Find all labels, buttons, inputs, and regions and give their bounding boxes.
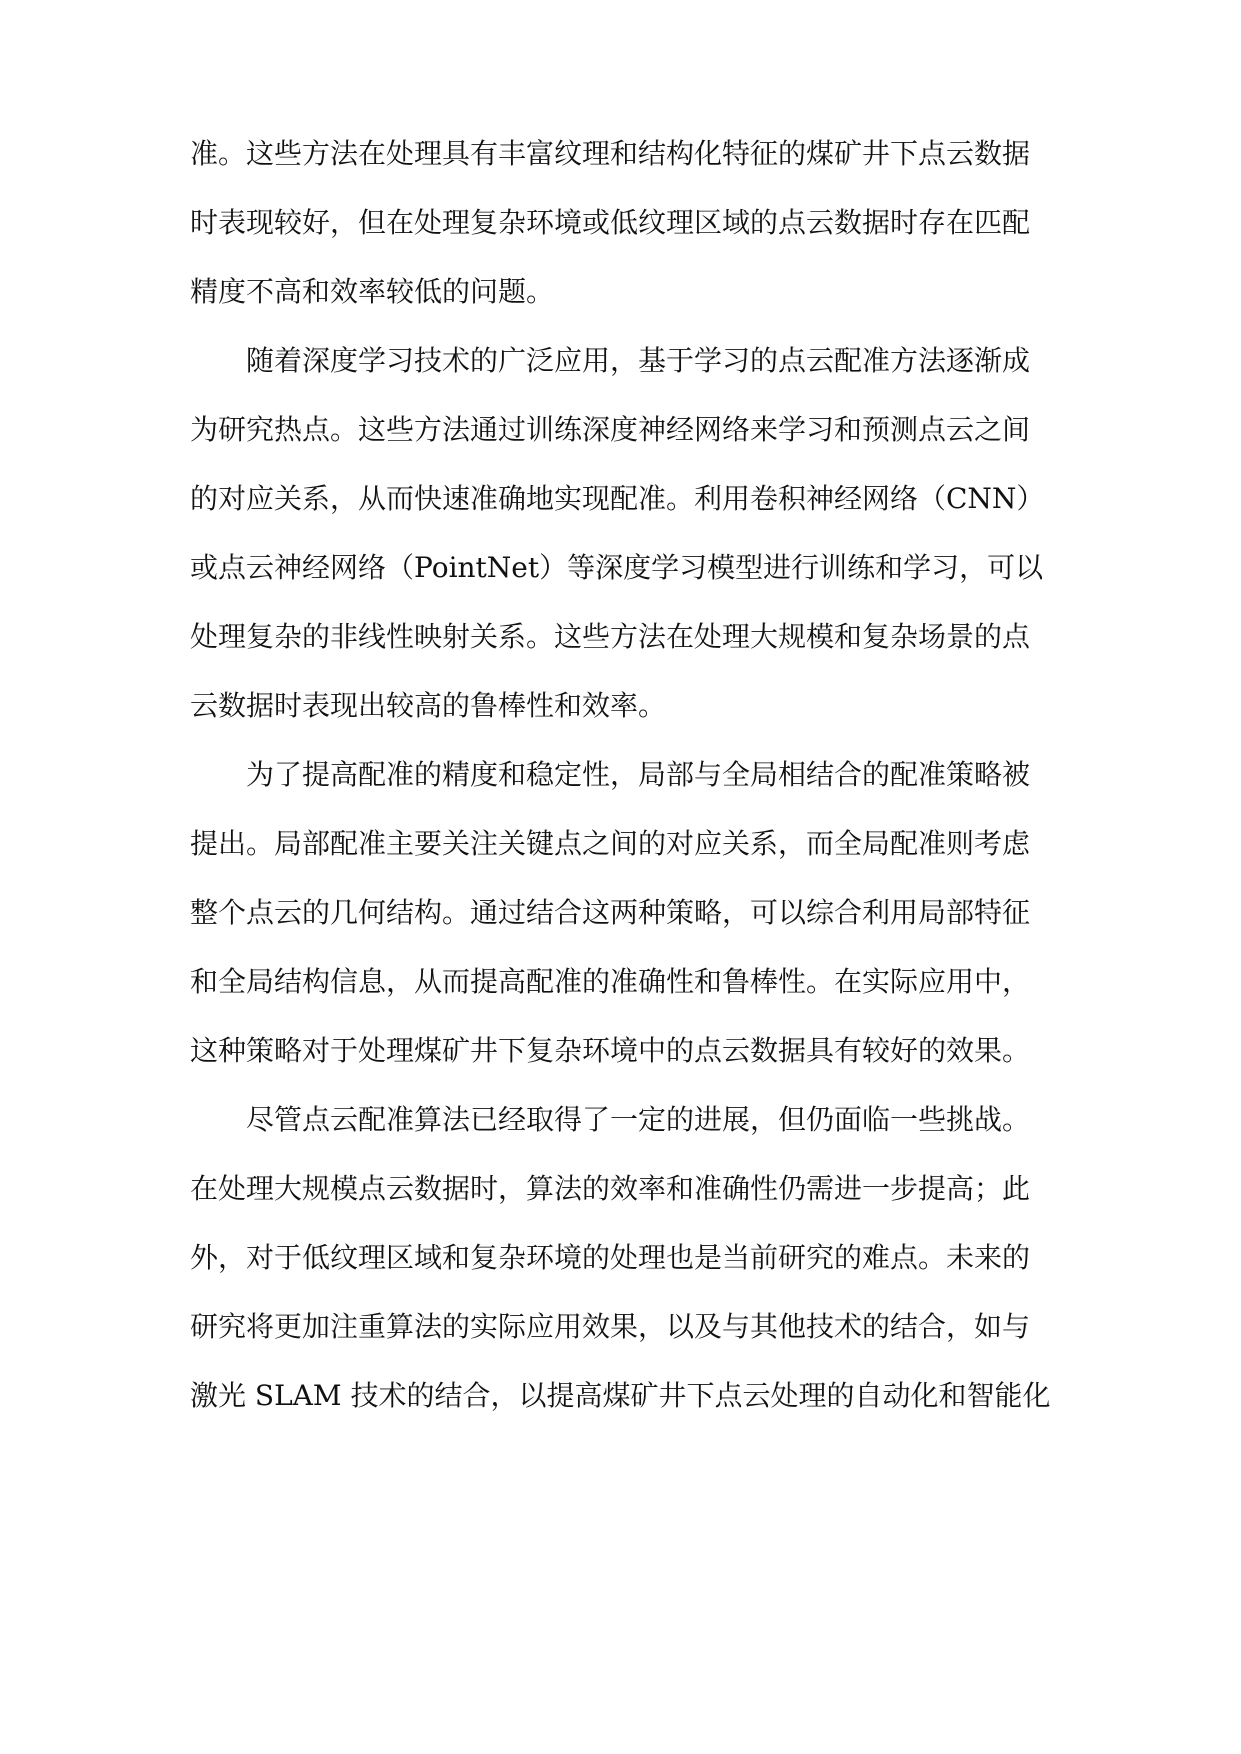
text-line: 激光 SLAM 技术的结合，以提高煤矿井下点云处理的自动化和智能化 [190,1379,1051,1412]
text-line: 为研究热点。这些方法通过训练深度神经网络来学习和预测点云之间 [190,413,1031,446]
paragraph-start-line: 随着深度学习技术的广泛应用，基于学习的点云配准方法逐渐成 [246,344,1031,377]
text-line: 或点云神经网络（PointNet）等深度学习模型进行训练和学习，可以 [190,551,1044,584]
paragraph-start-line: 尽管点云配准算法已经取得了一定的进展，但仍面临一些挑战。 [246,1103,1031,1136]
text-line: 和全局结构信息，从而提高配准的准确性和鲁棒性。在实际应用中， [190,965,1031,998]
text-line: 这种策略对于处理煤矿井下复杂环境中的点云数据具有较好的效果。 [190,1034,1031,1067]
text-line: 精度不高和效率较低的问题。 [190,275,555,308]
text-line: 外，对于低纹理区域和复杂环境的处理也是当前研究的难点。未来的 [190,1241,1031,1274]
text-line: 提出。局部配准主要关注关键点之间的对应关系，而全局配准则考虑 [190,827,1031,860]
text-line: 研究将更加注重算法的实际应用效果，以及与其他技术的结合，如与 [190,1310,1031,1343]
paragraph-start-line: 为了提高配准的精度和稳定性，局部与全局相结合的配准策略被 [246,758,1031,791]
text-line: 准。这些方法在处理具有丰富纹理和结构化特征的煤矿井下点云数据 [190,137,1031,170]
text-line: 云数据时表现出较高的鲁棒性和效率。 [190,689,667,722]
text-line: 在处理大规模点云数据时，算法的效率和准确性仍需进一步提高；此 [190,1172,1031,1205]
text-line: 时表现较好，但在处理复杂环境或低纹理区域的点云数据时存在匹配 [190,206,1031,239]
text-line: 的对应关系，从而快速准确地实现配准。利用卷积神经网络（CNN） [190,482,1045,515]
text-line: 处理复杂的非线性映射关系。这些方法在处理大规模和复杂场景的点 [190,620,1031,653]
text-line: 整个点云的几何结构。通过结合这两种策略，可以综合利用局部特征 [190,896,1031,929]
